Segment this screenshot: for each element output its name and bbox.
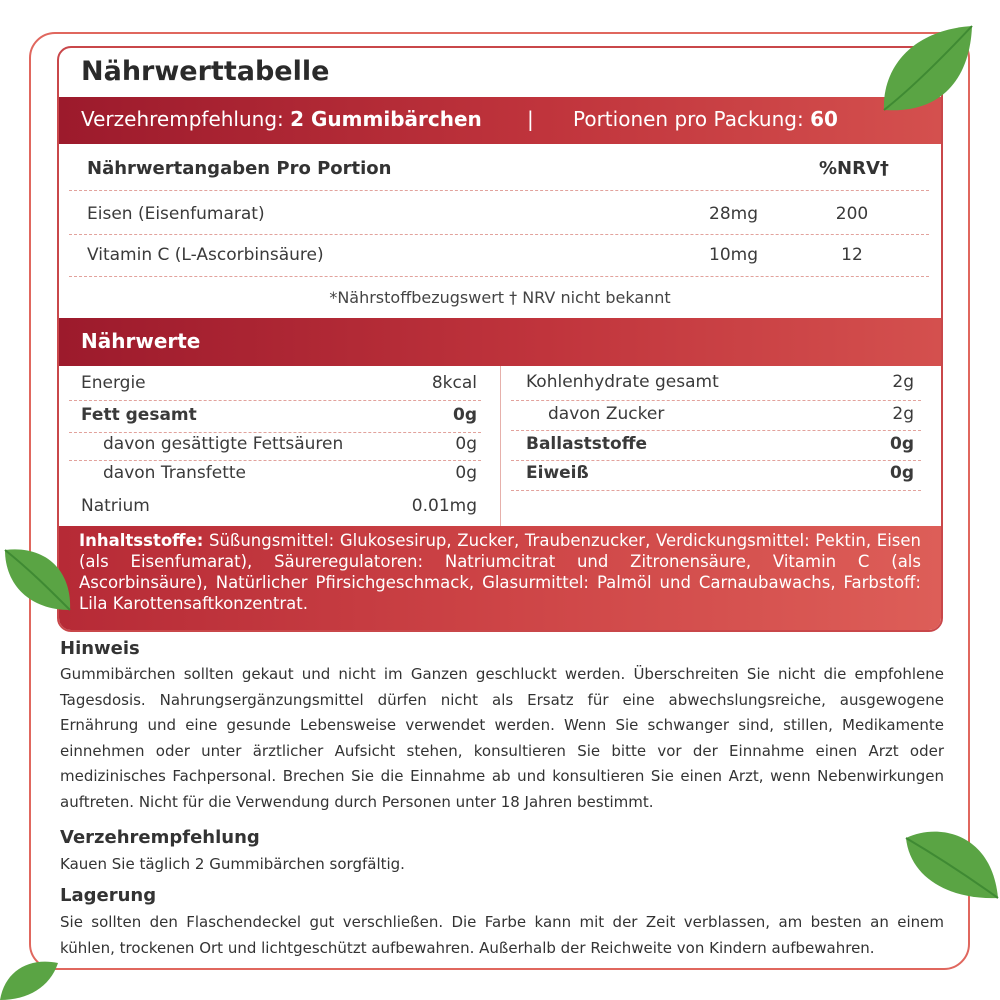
list-item: Kohlenhydrate gesamt 2g [526, 372, 914, 392]
list-item: Energie 8kcal [81, 373, 477, 393]
serving-separator: | [527, 107, 534, 131]
mint-leaf-icon [900, 818, 1000, 908]
ingredients-text: Inhaltsstoffe: Süßungsmittel: Glukosesirup, Zucker, Traubenzucker, Verdickungsmittel: Pektin, Eisen (als Eisenfumarat), Säureregulatoren: Natriumcitrat und Zitronensäure, Vitamin C (als Ascorbinsäure), Natürlicher Pfirsichgeschmack, Glasurmittel: Palmöl und Carnaubawachs, Farbstoff: Lila Karottensaftkonzentrat. [79, 531, 921, 613]
column-divider [500, 366, 501, 526]
hinweis-text: Gummibärchen sollten gekaut und nicht im Ganzen geschluckt werden. Überschreiten Sie nicht die empfohlene Tagesdosis. Nahrungsergänzungsmittel dürfen nicht als Ersatz für eine abwechslungsreiche, ausgewogene Ernährung und eine gesunde Lebensweise verwendet werden. Wenn Sie schwanger sind, stillen, Medikamente einnehmen oder unter ärztlicher Aufsicht stehen, konsultieren Sie bitte vor der Einnahme einen Arzt oder medizinisches Fachpersonal. Brechen Sie die Einnahme ab und konsultieren Sie einen Arzt, wenn Nebenwirkungen auftreten. Nicht für die Verwendung durch Personen unter 18 Jahren bestimmt. [60, 665, 944, 811]
verzehr-title: Verzehrempfehlung [60, 827, 260, 848]
mint-leaf-icon [872, 18, 982, 128]
table-row: Vitamin C (L-Ascorbinsäure) 10mg 12 [87, 245, 863, 265]
list-item: Fett gesamt 0g [81, 405, 477, 425]
nutrition-header: Nährwerte [81, 329, 201, 353]
divider [69, 234, 929, 235]
list-item: Natrium 0.01mg [81, 496, 477, 516]
divider [69, 190, 929, 191]
nrv-header: %NRV† [819, 158, 889, 179]
divider [69, 276, 929, 277]
nutrition-card [57, 46, 943, 632]
list-item: davon Transfette 0g [103, 463, 477, 483]
lagerung-title: Lagerung [60, 885, 157, 906]
list-item: Ballaststoffe 0g [526, 434, 914, 454]
list-item: Eiweiß 0g [526, 463, 914, 483]
ingredients-band [59, 526, 941, 632]
mint-leaf-icon [0, 955, 60, 1000]
verzehr-text: Kauen Sie täglich 2 Gummibärchen sorgfältig. [60, 855, 405, 873]
serving-band [59, 97, 941, 144]
serving-info: Verzehrempfehlung: 2 Gummibärchen [81, 107, 482, 131]
page-title: Nährwerttabelle [81, 56, 330, 87]
table-row: Eisen (Eisenfumarat) 28mg 200 [87, 204, 869, 224]
hinweis-title: Hinweis [60, 638, 140, 659]
footnote: *Nährstoffbezugswert † NRV nicht bekannt [329, 288, 671, 307]
vitamin-table-header: Nährwertangaben Pro Portion [87, 158, 392, 179]
portions-info: Portionen pro Packung: 60 [573, 107, 838, 131]
list-item: davon gesättigte Fettsäuren 0g [103, 434, 477, 454]
list-item: davon Zucker 2g [548, 404, 914, 424]
mint-leaf-icon [0, 540, 80, 620]
lagerung-text: Sie sollten den Flaschendeckel gut verschließen. Die Farbe kann mit der Zeit verblassen, am besten an einem kühlen, trockenen Ort und lichtgeschützt aufbewahren. Außerhalb der Reichweite von Kindern aufbewahren. [60, 913, 944, 957]
nutrition-table [59, 366, 941, 526]
nutrition-band [59, 318, 941, 366]
